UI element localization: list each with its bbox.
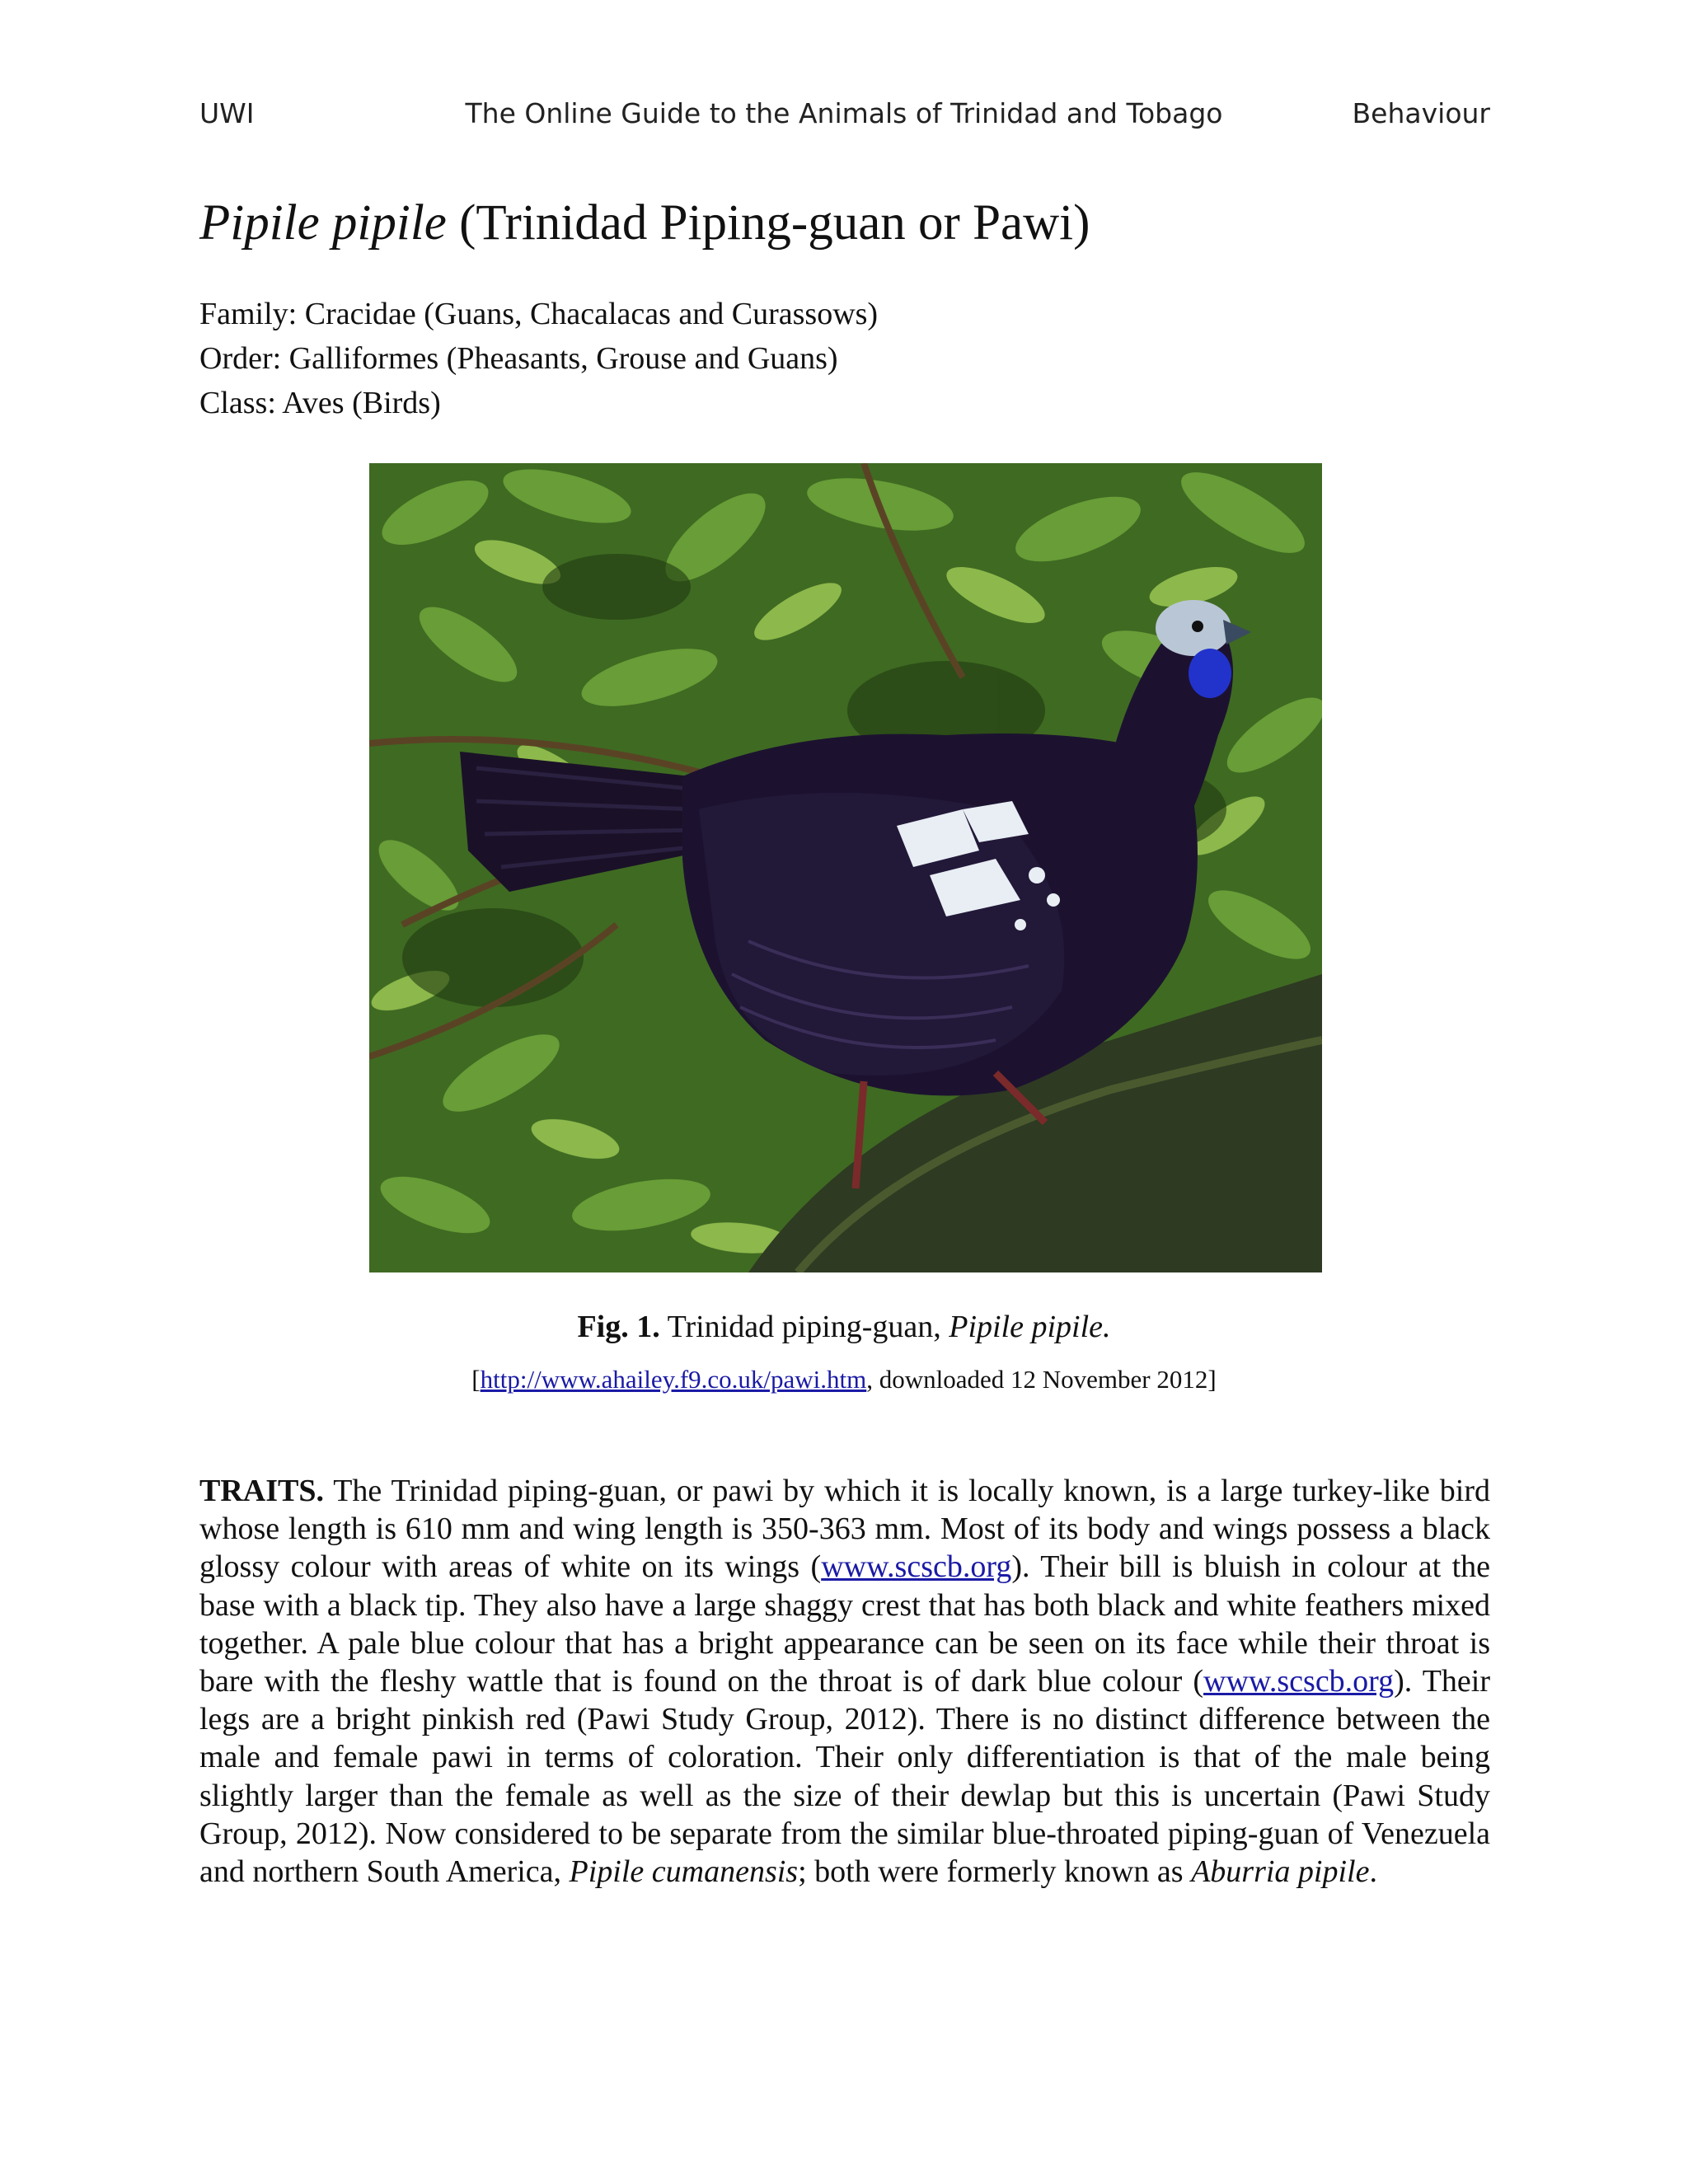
- traits-section: [199, 1472, 1490, 1891]
- figure-label: Fig. 1.: [577, 1310, 660, 1344]
- title-scientific-name: Pipile pipile: [199, 195, 447, 251]
- taxonomy-block: [199, 292, 878, 425]
- header-right: Behaviour: [1352, 97, 1490, 129]
- traits-text-2: ). Their bill is bluish in colour at the base with a black tip. They also have a large shaggy crest that has both black and white feathers mixed together. A pale blue colour that has a bright appearance can be seen on its face while their throat is bare with the fleshy wattle that is found on the throat is of dark blue colour (: [199, 1549, 1490, 1699]
- figure-text: Trinidad piping-guan,: [667, 1310, 941, 1344]
- traits-text-3: ). Their legs are a bright pinkish red (Pawi Study Group, 2012). There is no distinct difference between the male and female pawi in terms of coloration. Their only differentiation is that of the male being slightly larger than the female as well as the size of their dewlap but this is uncertain (Pawi Study Group, 2012). Now considered to be separate from the similar blue-throated piping-guan of Venezuela and northern South America,: [199, 1664, 1490, 1890]
- traits-link-1[interactable]: www.scscb.org: [821, 1549, 1012, 1585]
- title-common-name: (Trinidad Piping-guan or Pawi): [459, 195, 1090, 251]
- taxonomy-class: Class: Aves (Birds): [199, 386, 441, 420]
- figure-species: Pipile pipile.: [949, 1310, 1111, 1344]
- traits-species-3: Aburria pipile: [1191, 1854, 1370, 1890]
- header-left: UWI: [199, 97, 255, 129]
- traits-species-2: Pipile cumanensis: [569, 1854, 799, 1890]
- header-center: The Online Guide to the Animals of Trinidad and Tobago: [465, 97, 1223, 129]
- pawi-photo: [369, 463, 1322, 1272]
- figure-source: [0, 1365, 1688, 1394]
- source-link[interactable]: http://www.ahailey.f9.co.uk/pawi.htm: [480, 1365, 867, 1394]
- traits-link-2[interactable]: www.scscb.org: [1203, 1664, 1395, 1699]
- traits-heading: TRAITS.: [199, 1474, 324, 1508]
- source-rest: , downloaded 12 November 2012]: [866, 1365, 1217, 1394]
- page-title: [199, 193, 1090, 253]
- source-open: [: [471, 1365, 481, 1394]
- traits-text-1: The Trinidad piping-guan, or pawi by which it is locally known, is a large turkey-like bird whose length is 610 mm and wing length is 350-363 mm. Most of its body and wings possess a black glossy colour with areas of white on its wings (: [199, 1474, 1490, 1585]
- taxonomy-family: Family: Cracidae (Guans, Chacalacas and Curassows): [199, 297, 879, 331]
- taxonomy-order: Order: Galliformes (Pheasants, Grouse and Guans): [199, 341, 838, 376]
- figure-caption: [0, 1309, 1688, 1345]
- traits-text-5: .: [1369, 1854, 1377, 1890]
- traits-paragraph: [199, 1472, 1490, 1891]
- traits-text-4: ; both were formerly known as: [798, 1854, 1192, 1890]
